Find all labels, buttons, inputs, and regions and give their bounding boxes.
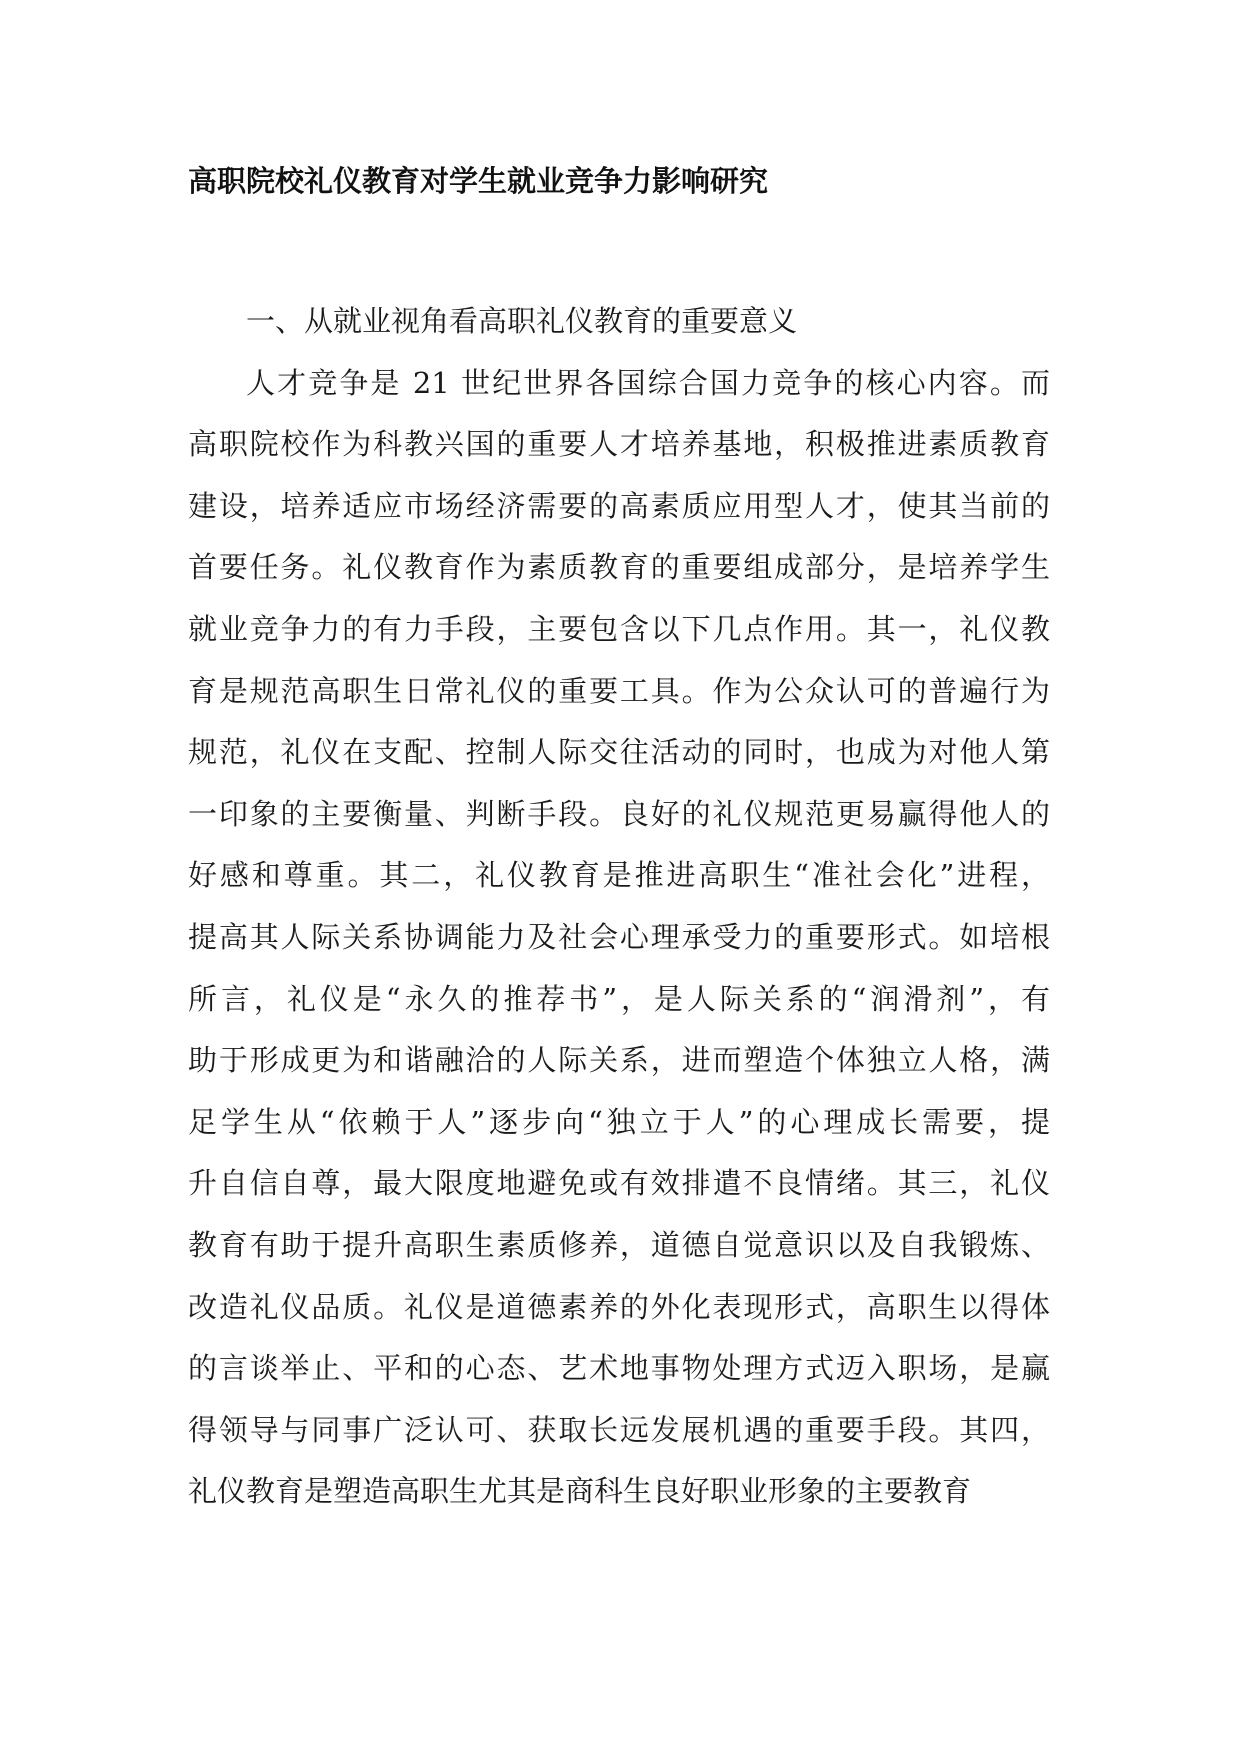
paragraph-line: 改造礼仪品质。礼仪是道德素养的外化表现形式，高职生以得体 [188, 1289, 1050, 1324]
paragraph-line: 规范，礼仪在支配、控制人际交往活动的同时，也成为对他人第 [188, 735, 1050, 770]
paragraph-line: 的言谈举止、平和的心态、艺术地事物处理方式迈入职场，是赢 [188, 1351, 1050, 1386]
paragraph-line: 好感和尊重。其二，礼仪教育是推进高职生“准社会化”进程， [188, 858, 1050, 893]
paragraph-line: 升自信自尊，最大限度地避免或有效排遣不良情绪。其三，礼仪 [188, 1166, 1050, 1201]
paragraph-line: 建设，培养适应市场经济需要的高素质应用型人才，使其当前的 [188, 488, 1050, 523]
paragraph-line: 提高其人际关系协调能力及社会心理承受力的重要形式。如培根 [188, 919, 1050, 954]
paragraph-line: 首要任务。礼仪教育作为素质教育的重要组成部分，是培养学生 [188, 550, 1050, 585]
document-body [188, 291, 1050, 1523]
paragraph-line: 助于形成更为和谐融洽的人际关系，进而塑造个体独立人格，满 [188, 1043, 1050, 1078]
paragraph-line: 育是规范高职生日常礼仪的重要工具。作为公众认可的普遍行为 [188, 673, 1050, 708]
section-heading: 一、从就业视角看高职礼仪教育的重要意义 [246, 304, 798, 338]
paragraph-line: 就业竞争力的有力手段，主要包含以下几点作用。其一，礼仪教 [188, 611, 1050, 646]
paragraph [188, 353, 1050, 1523]
paragraph-line: 一印象的主要衡量、判断手段。良好的礼仪规范更易赢得他人的 [188, 796, 1050, 831]
paragraph-line: 得领导与同事广泛认可、获取长远发展机遇的重要手段。其四， [188, 1412, 1050, 1447]
paragraph-line: 所言，礼仪是“永久的推荐书”，是人际关系的“润滑剂”，有 [188, 981, 1050, 1016]
paragraph-line: 高职院校作为科教兴国的重要人才培养基地，积极推进素质教育 [188, 427, 1050, 462]
paragraph-line: 礼仪教育是塑造高职生尤其是商科生良好职业形象的主要教育 [188, 1474, 972, 1509]
paragraph-line: 人才竞争是 21 世纪世界各国综合国力竞争的核心内容。而 [246, 365, 1050, 400]
document-title: 高职院校礼仪教育对学生就业竞争力影响研究 [188, 164, 769, 198]
paragraph-line: 足学生从“依赖于人”逐步向“独立于人”的心理成长需要，提 [188, 1104, 1050, 1139]
paragraph-line: 教育有助于提升高职生素质修养，道德自觉意识以及自我锻炼、 [188, 1227, 1050, 1262]
